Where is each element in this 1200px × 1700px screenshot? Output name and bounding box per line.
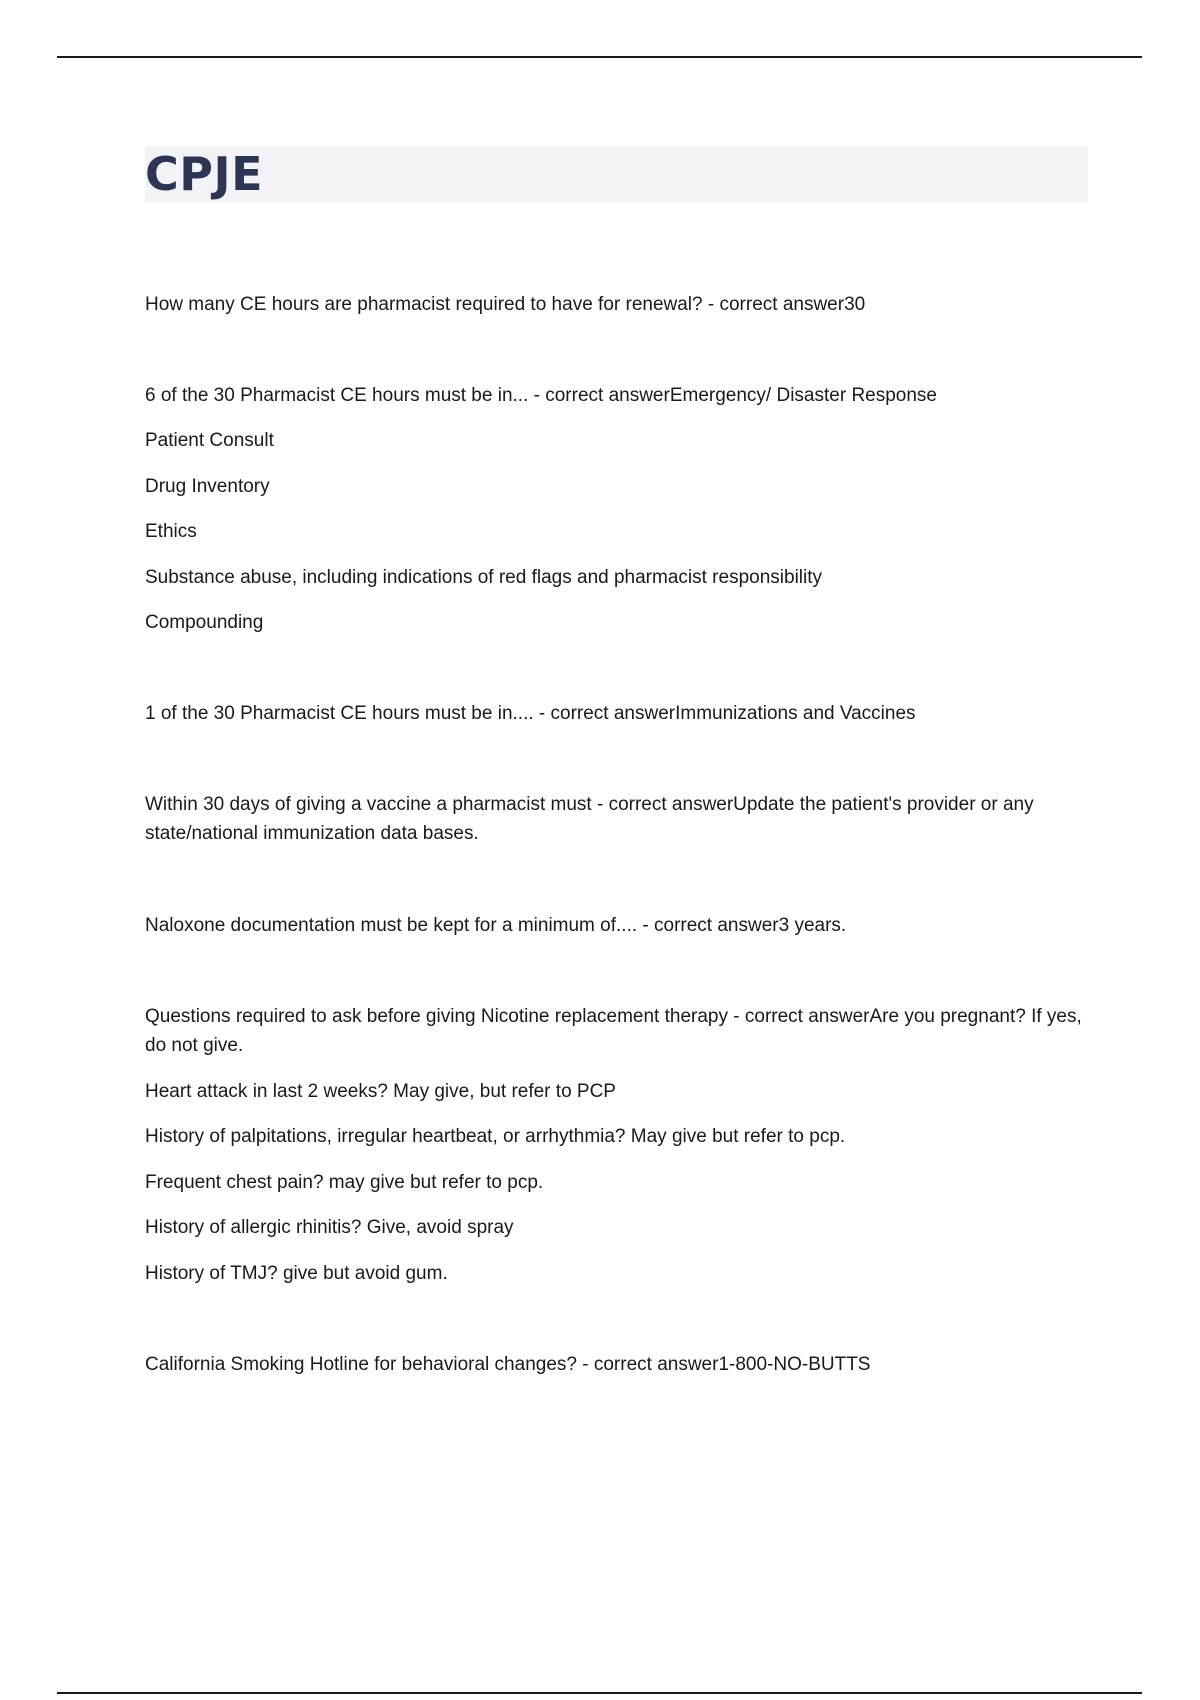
question-ce-hours-renewal: How many CE hours are pharmacist required to have for renewal? - correct answer30 (145, 294, 866, 315)
answer-item-chest-pain: Frequent chest pain? may give but refer to pcp. (145, 1172, 544, 1193)
question-naloxone-documentation: Naloxone documentation must be kept for a minimum of.... - correct answer3 years. (145, 915, 847, 936)
question-one-ce-hour: 1 of the 30 Pharmacist CE hours must be in.... - correct answerImmunizations and Vaccines (145, 703, 916, 724)
answer-item-palpitations: History of palpitations, irregular heartbeat, or arrhythmia? May give but refer to pcp. (145, 1126, 846, 1147)
answer-item-drug-inventory: Drug Inventory (145, 476, 270, 497)
question-six-ce-hours: 6 of the 30 Pharmacist CE hours must be in... - correct answerEmergency/ Disaster Response (145, 385, 937, 406)
answer-item-compounding: Compounding (145, 612, 264, 633)
answer-item-patient-consult: Patient Consult (145, 430, 274, 451)
answer-item-substance-abuse: Substance abuse, including indications of red flags and pharmacist responsibility (145, 567, 823, 588)
answer-item-tmj: History of TMJ? give but avoid gum. (145, 1263, 448, 1284)
top-rule (57, 56, 1142, 58)
title-band (145, 146, 1088, 202)
answer-item-allergic-rhinitis: History of allergic rhinitis? Give, avoid spray (145, 1217, 514, 1238)
question-smoking-hotline: California Smoking Hotline for behavioral changes? - correct answer1-800-NO-BUTTS (145, 1354, 871, 1375)
bottom-rule (57, 1692, 1142, 1694)
answer-item-ethics: Ethics (145, 521, 197, 542)
question-nicotine-replacement: Questions required to ask before giving Nicotine replacement therapy - correct answerAre you pregnant? If yes, do not give. (145, 1006, 1082, 1056)
document-title: CPJE (145, 147, 264, 201)
question-vaccine-update: Within 30 days of giving a vaccine a pharmacist must - correct answerUpdate the patient's provider or any state/national immunization data bases. (145, 794, 1034, 844)
answer-item-heart-attack: Heart attack in last 2 weeks? May give, but refer to PCP (145, 1081, 616, 1102)
